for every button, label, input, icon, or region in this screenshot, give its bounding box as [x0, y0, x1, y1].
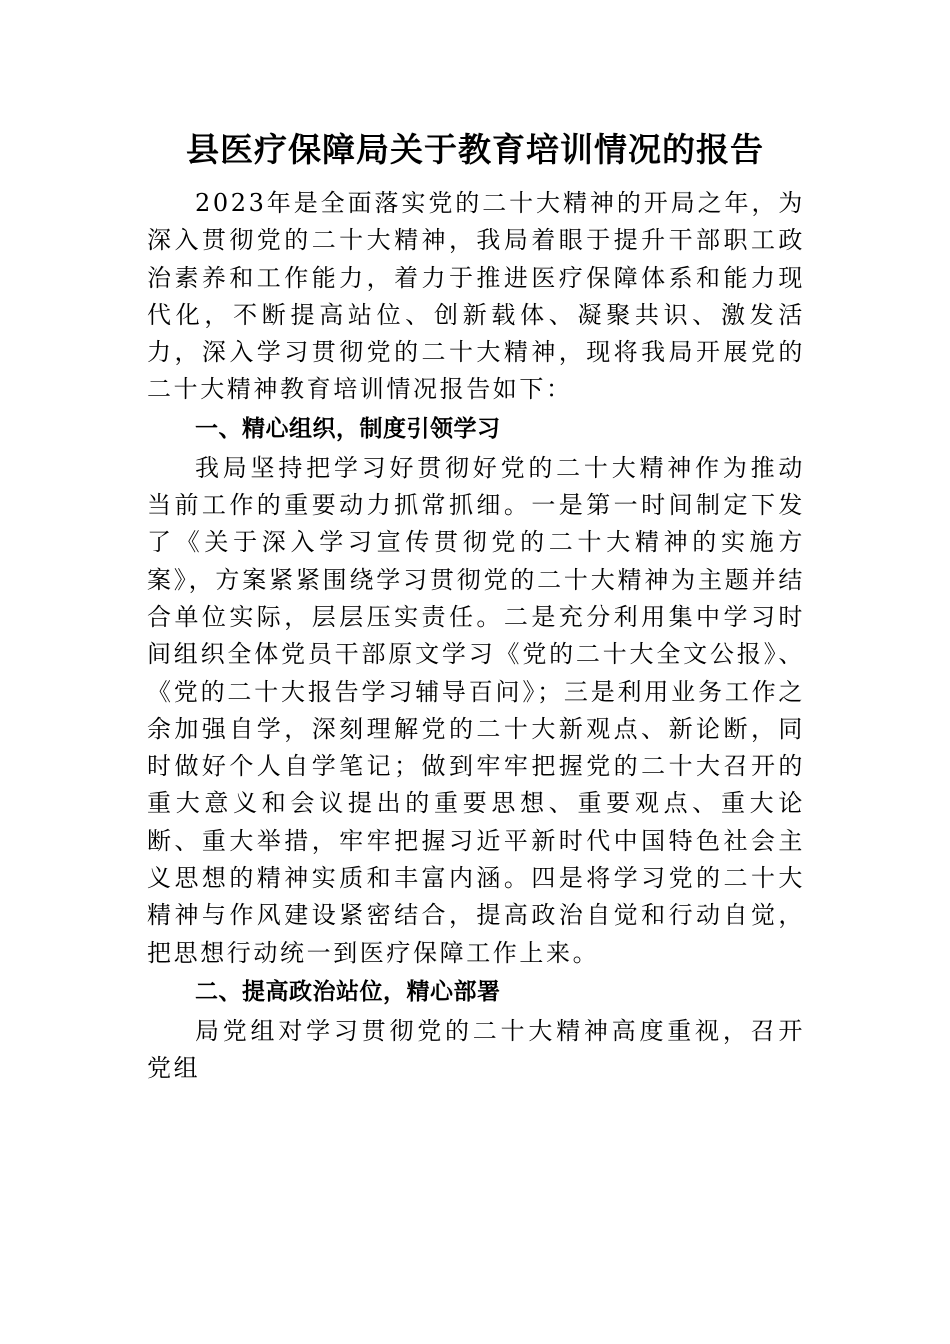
section-paragraph-2: 局党组对学习贯彻党的二十大精神高度重视，召开党组	[147, 1016, 805, 1083]
section-heading-2: 二、提高政治站位，精心部署	[195, 978, 501, 1005]
section-heading-1: 一、精心组织，制度引领学习	[195, 415, 501, 442]
section-paragraph-1: 我局坚持把学习好贯彻好党的二十大精神作为推动当前工作的重要动力抓常抓细。一是第一时间制定下发了《关于深入学习宣传贯彻党的二十大精神的实施方案》，方案紧紧围绕学习贯彻党的二十大精神为主题并结合单位实际，层层压实责任。二是充分利用集中学习时间组织全体党员干部原文学习《党的二十大全文公报》、《党的二十大报告学习辅导百问》；三是利用业务工作之余加强自学，深刻理解党的二十大新观点、新论断，同时做好个人自学笔记；做到牢牢把握党的二十大召开的重大意义和会议提出的重要思想、重要观点、重大论断、重大举措，牢牢把握习近平新时代中国特色社会主义思想的精神实质和丰富内涵。四是将学习党的二十大精神与作风建设紧密结合，提高政治自觉和行动自觉，把思想行动统一到医疗保障工作上来。	[147, 453, 805, 967]
document-body	[147, 185, 805, 1088]
intro-paragraph: 2023年是全面落实党的二十大精神的开局之年，为深入贯彻党的二十大精神，我局着眼于提升干部职工政治素养和工作能力，着力于推进医疗保障体系和能力现代化，不断提高站位、创新载体、凝聚共识、激发活力，深入学习贯彻党的二十大精神，现将我局开展党的二十大精神教育培训情况报告如下：	[147, 189, 805, 404]
document-title: 县医疗保障局关于教育培训情况的报告	[186, 130, 764, 169]
